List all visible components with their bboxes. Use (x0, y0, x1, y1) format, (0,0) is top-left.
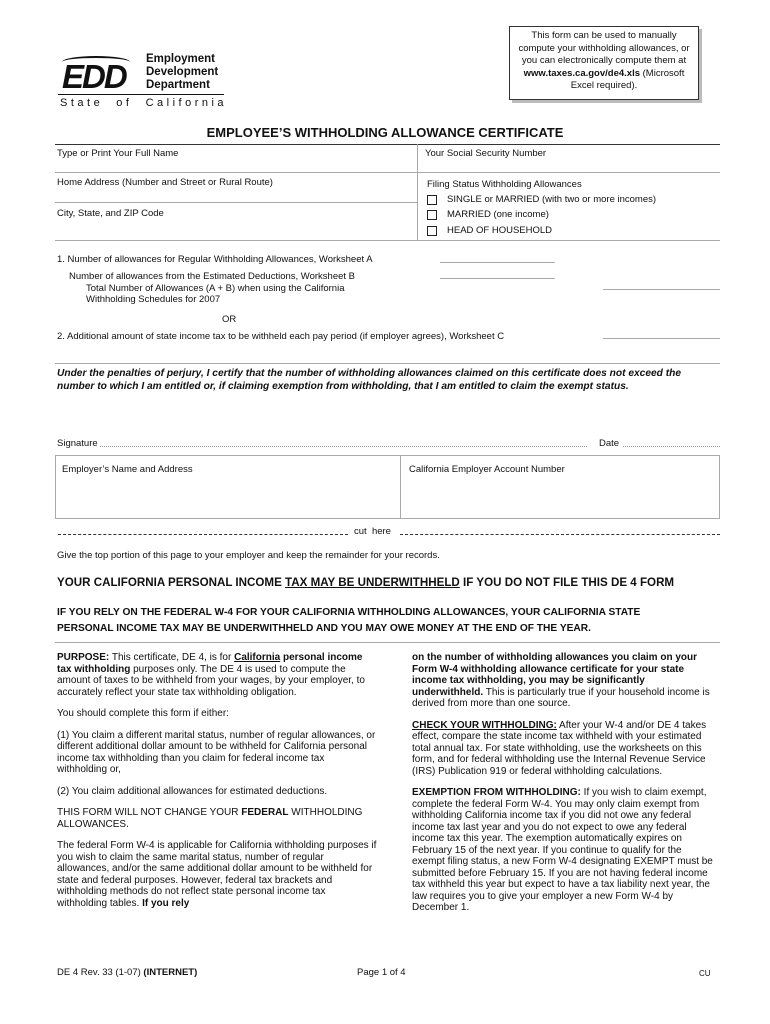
signature-label: Signature (57, 438, 98, 449)
complete-if-paragraph: You should complete this form if either: (57, 708, 229, 719)
footer-form-number: DE 4 Rev. 33 (1-07) (INTERNET) (57, 967, 198, 978)
allowance-total2: Withholding Schedules for 2007 (86, 294, 221, 305)
logo-mark: EDD (62, 58, 126, 95)
checkbox-hoh[interactable] (427, 226, 437, 236)
condition-2-paragraph: (2) You claim additional allowances for estimated deductions. (57, 785, 328, 797)
purpose-paragraph: PURPOSE: This certificate, DE 4, is for California personal income tax withholding purposes only. The DE 4 is used to compute the amount of taxes to be withheld from your wages, by your employer, to accurately reflect your state tax withholding obligation. (57, 652, 365, 698)
notice-line4: (Microsoft (640, 67, 685, 79)
cut-label: cut here (354, 526, 391, 537)
logo-line3: Department (146, 79, 210, 91)
instructions-left-column (57, 652, 377, 919)
date-field[interactable] (623, 446, 720, 447)
federal-note-paragraph: THIS FORM WILL NOT CHANGE YOUR FEDERAL WITHHOLDING ALLOWANCES. (57, 807, 363, 830)
ssn-label: Your Social Security Number (425, 148, 547, 159)
allowance-total-field[interactable] (603, 289, 720, 290)
instructions-right-column (412, 652, 717, 924)
perjury-statement: Under the penalties of perjury, I certify that the number of withholding allowances claimed on this certificate does not exceed the number to which I am entitled or, if claiming exemption from withholding, that I am entitled to claim the exempt status. (57, 368, 682, 392)
check-withholding-paragraph: CHECK YOUR WITHHOLDING: After your W-4 and/or DE 4 takes effect, compare the state income tax withheld with your estimated total annual tax. For state withholding, use the worksheets on this form, and for federal withholding use the Internal Revenue Service (IRS) Publication 919 or federal withholding calculations. (412, 719, 707, 777)
form-title: EMPLOYEE’S WITHHOLDING ALLOWANCE CERTIFICATE (206, 125, 564, 140)
logo-swoosh (62, 56, 130, 68)
give-top-instruction: Give the top portion of this page to your employer and keep the remainder for your records. (57, 550, 440, 561)
cut-line-right (400, 534, 720, 535)
status-single-option[interactable]: SINGLE or MARRIED (with two or more incomes) (427, 194, 656, 205)
allowance-line2: 2. Additional amount of state income tax to be withheld each pay period (if employer agrees), Worksheet C (57, 331, 505, 342)
checkbox-single[interactable] (427, 195, 437, 205)
logo-divider (58, 94, 224, 95)
status-hoh-option[interactable]: HEAD OF HOUSEHOLD (427, 225, 552, 236)
employer-box (55, 455, 720, 519)
date-label: Date (599, 438, 620, 449)
notice-line2: compute your withholding allowances, or (518, 42, 690, 54)
electronic-notice-box (509, 26, 699, 100)
underwithheld-paragraph: on the number of withholding allowances you claim on your Form W-4 withholding allowance certificate for your state income tax withholding, you may be significantly underwithheld. This is particularly true if your household income is derived from more than one source. (412, 652, 710, 709)
logo-line1: Employment (146, 53, 216, 65)
logo-line2: Development (146, 66, 219, 78)
employer-account-label: California Employer Account Number (409, 464, 565, 475)
w4-paragraph: The federal Form W-4 is applicable for California withholding purposes if you wish to claim the same marital status, number of regular allowances, and/or the same additional dollar amount to be withheld for state and federal purposes. However, federal tax brackets and withholding methods do not reflect state personal income tax withholding tables. If you rely (57, 840, 377, 909)
logo-state: State of California (60, 97, 228, 109)
checkbox-married[interactable] (427, 210, 437, 220)
address-label: Home Address (Number and Street or Rural Route) (57, 177, 273, 188)
notice-line3: you can electronically compute them at (521, 55, 687, 66)
employer-name-label: Employer’s Name and Address (62, 464, 193, 475)
underwithheld-heading: YOUR CALIFORNIA PERSONAL INCOME TAX MAY BE UNDERWITHHELD IF YOU DO NOT FILE THIS DE 4 FORM (57, 576, 675, 589)
footer-code: CU (699, 969, 711, 978)
warning-line1: IF YOU RELY ON THE FEDERAL W-4 FOR YOUR CALIFORNIA WITHHOLDING ALLOWANCES, YOUR CALIFORNIA STATE (57, 607, 641, 618)
allowance-lineB-field[interactable] (440, 278, 555, 279)
status-married-option[interactable]: MARRIED (one income) (427, 209, 549, 220)
notice-line5: Excel required). (570, 80, 638, 91)
allowance-line1-field[interactable] (440, 262, 555, 263)
allowance-lineB: Number of allowances from the Estimated Deductions, Worksheet B (69, 271, 356, 282)
allowance-total1: Total Number of Allowances (A + B) when using the California (86, 283, 345, 294)
edd-logo (58, 50, 228, 112)
allowance-or: OR (222, 314, 237, 325)
condition-1-paragraph: (1) You claim a different marital status, number of regular allowances, or different additional dollar amount to be withheld for California personal income tax withholding than you claim for federal income tax withholding or, (57, 729, 376, 775)
personal-info-grid (55, 144, 720, 240)
exemption-paragraph: EXEMPTION FROM WITHHOLDING: If you wish to claim exempt, complete the federal Form W-4. You may only claim exempt from withholding California income tax if you did not owe any federal income tax last year and you do not expect to owe any federal income tax this year. The exemption automatically expires on February 15 of the next year. If you continue to qualify for the exempt filing status, a new Form W-4 designating EXEMPT must be submitted before February 15. If you are not having federal income tax withheld this year but expect to have a tax liability next year, the law requires you to give your employer a new Form W-4 by December 1. (412, 787, 713, 913)
city-label: City, State, and ZIP Code (57, 208, 164, 219)
footer-page-number: Page 1 of 4 (357, 967, 406, 978)
filing-status-header: Filing Status Withholding Allowances (427, 179, 582, 190)
warning-line2: PERSONAL INCOME TAX MAY BE UNDERWITHHELD AND YOU MAY OWE MONEY AT THE END OF THE YEAR. (57, 623, 591, 634)
signature-field[interactable] (100, 446, 587, 447)
full-name-label: Type or Print Your Full Name (57, 148, 179, 159)
cut-line-left (58, 534, 348, 535)
allowance-line1: 1. Number of allowances for Regular Withholding Allowances, Worksheet A (57, 254, 373, 265)
allowance-line2-field[interactable] (603, 338, 720, 339)
notice-line1: This form can be used to manually (531, 30, 677, 41)
notice-url[interactable]: www.taxes.ca.gov/de4.xls (523, 67, 640, 79)
